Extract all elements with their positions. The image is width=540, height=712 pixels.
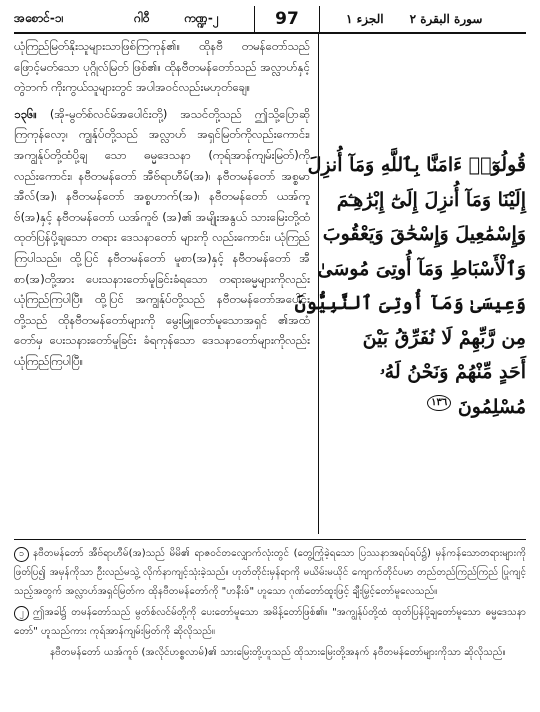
footnote-marker: ၁ (14, 547, 29, 562)
arabic-line: أَحَدٍ مِّنْهُمْ وَنَحْنُ لَهُۥ (379, 361, 526, 383)
arabic-line: مُسْلِمُونَ (457, 395, 526, 418)
footnote-2 (14, 603, 526, 641)
footnote-marker: ၂ (14, 606, 29, 621)
arabic-line-last (330, 390, 526, 425)
arabic-header (320, 6, 526, 32)
footnote-text: နဗီတမန်တော် အီဗ်ရာဟီမ်(အ)သည် မိမိ၏ ရာဇဝင်တလျှောက်လုံးတွင် (တွေ့ကြုံခဲ့ရသော ပြဿနာအရပ်ရပ်၌) မှန်ကန်သောတရားများကို ဖြတ်ပြ၍ အမှန်ကိုသာ ဦးလည်မသွဲ့ လိုက်နာကျင့်သုံးခဲ့သည်။ ဟုတ်တိုင်းမှန်ရာကို မယိမ်းမယိုင် ကျောက်တိုင်ပမာ တည်တည်ကြည်ကြည် ပြုကျင့်သည့်အတွက် အလ္လာဟ်အရှင်မြတ်က ထိုနဗီတမန်တော်ကို "ဟနီးဖ်" ဟူသော ဂုဏ်တော်ထူးဖြင့် ချီးမြှင့်တော်မူလေသည်။ (14, 548, 526, 597)
arabic-column (294, 148, 526, 424)
page-number: 97 (254, 6, 320, 32)
surah-label: سورة البقرة ٢ (409, 12, 483, 26)
volume-label: အစောင်-၁၊ (14, 11, 64, 25)
translation-column (14, 36, 310, 378)
translation-intro: ယုံကြည်မြတ်နိုးသူများသာဖြစ်ကြကုန်၏။ ထိုနဗီ တမန်တော်သည် ဖြောင့်မတ်သော ပုဂ္ဂိုလ်မြတ် ဖြစ်၏။ ထိုနဗီတမန်တော်သည် အလ္လာဟ်နှင့် တွဲဘက် ကိုးကွယ်သူများတွင် အပါအဝင်လည်းမဟုတ်ချေ။ (14, 39, 310, 95)
translation-verse (14, 104, 310, 372)
footnotes (14, 544, 526, 664)
arabic-line: وَإِسْمَٰعِيلَ وَإِسْحَٰقَ وَيَعْقُوبَ (322, 223, 526, 245)
arabic-line: وَٱلْأَسْبَاطِ وَمَآ أُوتِىَ مُوسَىٰ (317, 257, 526, 280)
verse-number: ၁၃၆။ (14, 106, 37, 121)
footnote-separator (14, 539, 526, 540)
arabic-line: قُولُوٓا۟ ءَامَنَّا بِٱللَّهِ وَمَآ أُنزِلَ (307, 154, 526, 176)
page-header (14, 6, 526, 34)
arabic-line: إِلَيْنَا وَمَآ أُنزِلَ إِلَىٰٓ إِبْرَٰهِـۧمَ (336, 188, 526, 211)
section-label: ဂါဝီ (134, 11, 150, 25)
ayah-number-marker: ١٣٦ (427, 395, 451, 411)
part-label: ကဏ္ဍ-၂ (184, 11, 219, 25)
footnote-3: နဗီတမန်တော် ယအ်ကူဗ် (အလိုင်ဟစ္စလာမ်)၏ သားမြေးတို့ဟူသည် ထိုသားမြေးတို့အနက် နဗီတမန်တော်များကိုသာ ဆိုလိုသည်။ (50, 647, 506, 658)
footnote-text: ဤအခါ၌ တမန်တော်သည် မွတ်စ်လင်မ်တို့ကို ပေးတော်မူသော အမိန့်တော်ဖြစ်၏။ "အကျွန်ုပ်တို့ထံ ထုတ်ပြန်ပို့ချတော်မူသော ဓမ္မဒေသနာတော်" ဟူသည်ကား ကုရ်အာန်ကျမ်းမြတ်ကို ဆိုလိုသည်။ (14, 607, 526, 637)
juz-label: الجزء ١ (346, 12, 384, 26)
arabic-line: مِن رَّبِّهِمْ لَا نُفَرِّقُ بَيْنَ (362, 326, 526, 349)
footnote-1 (14, 544, 526, 601)
arabic-line: وَعِيسَىٰ وَمَآ أُوتِىَ ٱلنَّبِيُّونَ (294, 292, 526, 314)
verse-text: (အို-မွတ်စ်လင်မ်အပေါင်းတို့) အသင်တို့သည် ဤသို့ပြောဆိုကြကုန်လော့၊ ကျွန်ုပ်တို့သည် အလ္လာဟ် အရှင်မြတ်ကိုလည်းကောင်း၊ အကျွန်ုပ်တို့ထံပို့ချ သော ဓမ္မဒေသနာ (ကုရ်အာန်ကျမ်းမြတ်)ကို လည်းကောင်း၊ နဗီတမန်တော် အီဗ်ရာဟီမ်(အ)၊ နဗီတမန်တော် အစ္စမာအီလ်(အ)၊ နဗီတမန်တော် အစ္စဟာက်(အ)၊ နဗီတမန်တော် ယအ်ကူဗ်(အ)နှင့် နဗီတမန်တော် ယအ်ကူဗ် (အ)၏ အမျိုးအနွယ် သားမြေးတို့ထံ ထုတ်ပြန်ပို့ချသော တရား ဒေသနာတော် များကို လည်းကောင်း၊ ယုံကြည်ကြပါသည်။ ထို့ပြင် နဗီတမန်တော် မူစာ(အ)နှင့် နဗီတမန်တော် အီစာ(အ)တို့အား ပေးသနားတော်မူခြင်းခံရသော တရားဓမ္မများကိုလည်း ယုံကြည်ကြပါပြီ။ ထို့ပြင် အကျွန်ုပ်တို့သည် နဗီတမန်တော်အပေါင်းတို့သည် ထိုနဗီတမန်တော်များကို မွေးမြူတော်မူသောအရှင် ၏အထံတော်မှ ပေးသနားတော်မူခြင်း ခံရကုန်သော ဒေသနာတော်များကိုလည်း ယုံကြည်ကြပါပြီ။ (14, 106, 310, 368)
